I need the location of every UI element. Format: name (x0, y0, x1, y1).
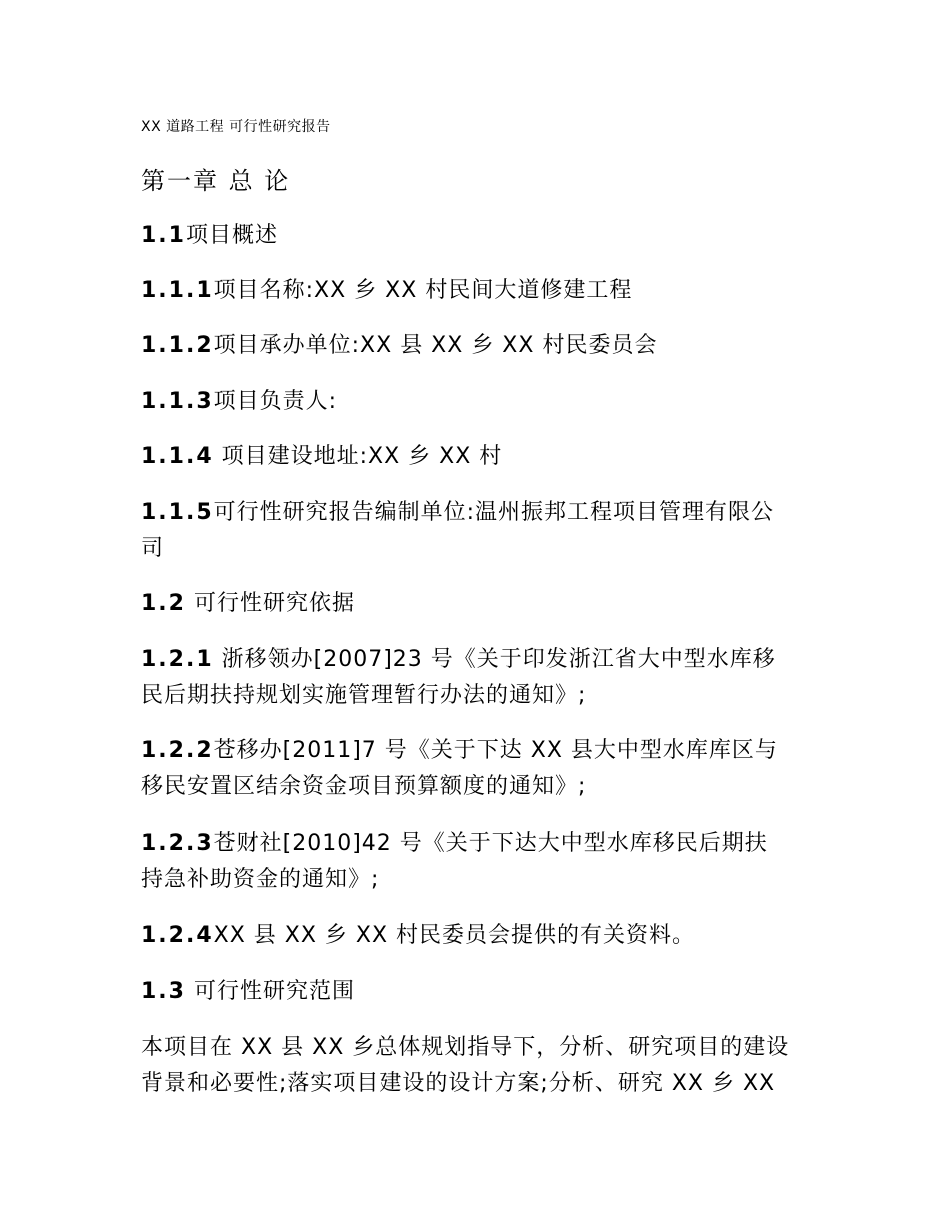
section-number: 1.3 (141, 979, 186, 1004)
chapter-title: 第一章 总 论 (141, 167, 291, 195)
section-number: 1.1.2 (141, 333, 214, 358)
running-header: XX 道路工程 可行性研究报告 (141, 119, 331, 135)
section-text: 苍移办[2011]7 号《关于下达 XX 县大中型水库库区与 (213, 738, 778, 763)
section-1-2-2 (141, 733, 813, 805)
section-1-2-3 (141, 826, 813, 898)
section-number: 1.2.4 (141, 923, 214, 948)
section-1-3 (141, 974, 813, 1010)
section-line: 持急补助资金的通知》; (141, 867, 380, 892)
body-paragraph (141, 1030, 813, 1102)
section-text: 可行性研究依据 (185, 591, 355, 616)
section-line (141, 826, 813, 862)
section-1-2-1 (141, 642, 813, 714)
section-1-1 (141, 218, 813, 254)
section-number: 1.2 (141, 591, 186, 616)
section-1-2-4 (141, 918, 813, 954)
section-line: 司 (141, 536, 165, 561)
section-line (141, 642, 813, 678)
section-text: 项目概述 (185, 223, 278, 248)
section-text: 可行性研究报告编制单位:温州振邦工程项目管理有限公 (213, 500, 775, 525)
section-1-2 (141, 586, 813, 622)
section-text: 可行性研究范围 (185, 979, 355, 1004)
section-text: 浙移领办[2007]23 号《关于印发浙江省大中型水库移 (213, 647, 776, 672)
section-text: 项目负责人: (213, 389, 338, 414)
section-number: 1.1.4 (141, 444, 214, 469)
section-1-1-3 (141, 384, 813, 420)
section-text: 项目承办单位:XX 县 XX 乡 XX 村民委员会 (213, 333, 658, 358)
section-number: 1.1.5 (141, 500, 214, 525)
paragraph-line: 本项目在 XX 县 XX 乡总体规划指导下，分析、研究项目的建设 (141, 1035, 790, 1060)
section-number: 1.2.3 (141, 831, 214, 856)
section-number: 1.1.3 (141, 389, 214, 414)
section-1-1-2 (141, 328, 813, 364)
section-line: 民后期扶持规划实施管理暂行办法的通知》; (141, 683, 587, 708)
section-line (141, 733, 813, 769)
section-text: XX 县 XX 乡 XX 村民委员会提供的有关资料。 (213, 923, 696, 948)
section-number: 1.2.2 (141, 738, 214, 763)
section-1-1-4 (141, 439, 813, 475)
section-number: 1.2.1 (141, 647, 214, 672)
section-line (141, 495, 813, 531)
section-1-1-5 (141, 495, 813, 567)
section-text: 项目建设地址:XX 乡 XX 村 (213, 444, 503, 469)
section-text: 苍财社[2010]42 号《关于下达大中型水库移民后期扶 (213, 831, 768, 856)
paragraph-line: 背景和必要性;落实项目建设的设计方案;分析、研究 XX 乡 XX (141, 1071, 776, 1096)
section-line: 移民安置区结余资金项目预算额度的通知》; (141, 774, 587, 799)
section-number: 1.1.1 (141, 278, 214, 303)
section-text: 项目名称:XX 乡 XX 村民间大道修建工程 (213, 278, 633, 303)
section-1-1-1 (141, 273, 813, 309)
section-number: 1.1 (141, 223, 186, 248)
